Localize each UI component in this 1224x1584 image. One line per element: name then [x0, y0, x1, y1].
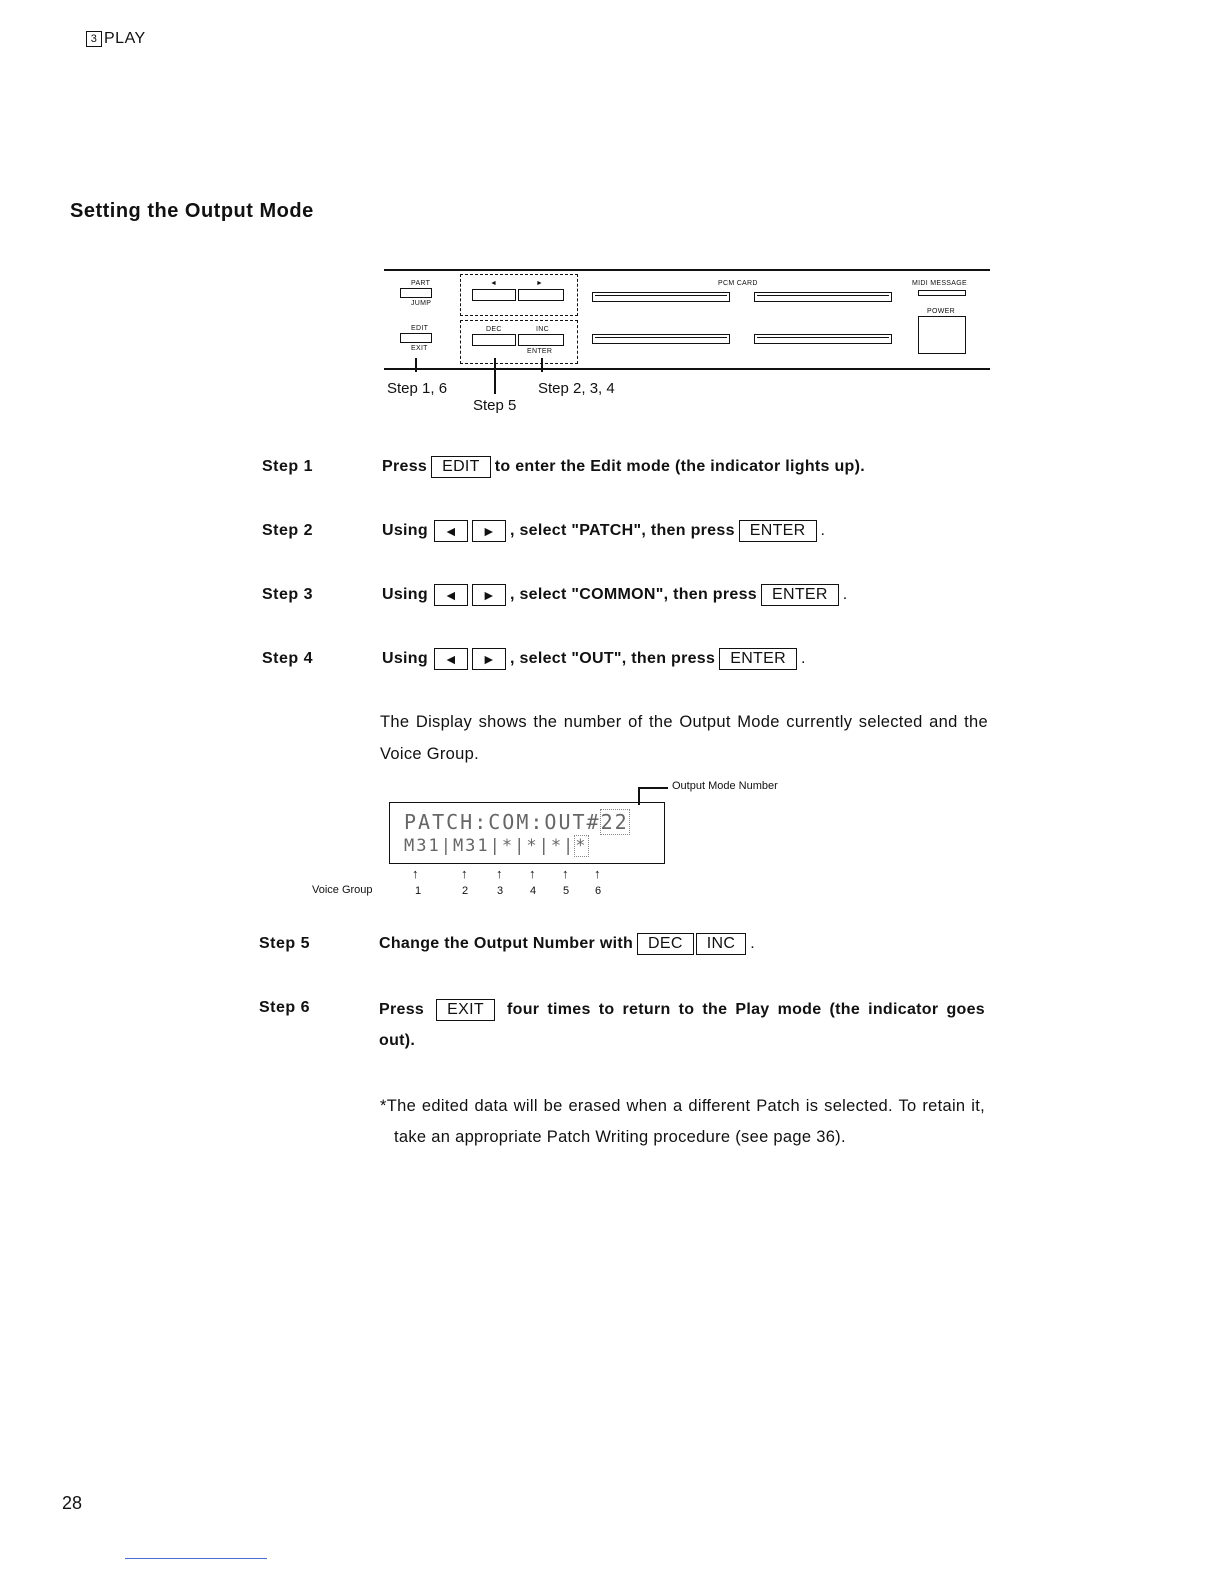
voice-group-number: 6 — [595, 885, 602, 897]
left-arrow-key-icon: ◄ — [434, 584, 468, 606]
step-2-label: Step 2 — [262, 522, 314, 539]
cursor-right-button[interactable] — [518, 289, 564, 301]
chapter-title: PLAY — [104, 30, 146, 47]
step-4-post: . — [800, 650, 806, 667]
display-paragraph: The Display shows the number of the Output Mode currently selected and the Voice Group. — [380, 713, 988, 763]
inc-button[interactable] — [518, 334, 564, 346]
lcd-display — [389, 802, 665, 864]
step-6-label: Step 6 — [259, 999, 311, 1016]
lcd-line-1-text: PATCH:COM:OUT# — [404, 810, 601, 834]
lcd-line-2 — [404, 836, 588, 856]
page-number: 28 — [62, 1493, 83, 1513]
step-2-text — [382, 520, 825, 542]
right-arrow-label: ► — [536, 280, 544, 287]
step-2-pre: Using — [382, 522, 428, 539]
midi-message-indicator — [918, 290, 966, 296]
note-paragraph: *The edited data will be erased when a different Patch is selected. To retain it, take an appropriate Patch Writing procedure (see page 36). — [380, 1097, 985, 1146]
step-4-pre: Using — [382, 650, 428, 667]
voice-group-number: 3 — [497, 885, 504, 897]
voice-group-arrow-5: ↑ — [562, 866, 569, 881]
callout-step-5: Step 5 — [473, 397, 517, 414]
output-mode-number-label: Output Mode Number — [672, 780, 778, 792]
voice-group-number: 1 — [415, 885, 422, 897]
step-1-label: Step 1 — [262, 458, 314, 475]
chapter-number-box: 3 — [86, 31, 102, 47]
callout-step-1-6: Step 1, 6 — [387, 380, 448, 397]
cursor-left-button[interactable] — [472, 289, 516, 301]
exit-label: EXIT — [411, 345, 428, 352]
page-header — [86, 30, 146, 48]
front-panel-diagram — [384, 266, 990, 426]
section-title: Setting the Output Mode — [70, 200, 314, 222]
output-mode-value: 22 — [600, 810, 629, 834]
step-5-post: . — [750, 935, 755, 952]
lcd-line-2-text: M31|M31|*|*|*| — [404, 836, 576, 856]
dec-button[interactable] — [472, 334, 516, 346]
step-3-mid: , select "COMMON", then press — [509, 586, 757, 603]
exit-key: EXIT — [436, 999, 495, 1021]
voice-group-arrow-6: ↑ — [594, 866, 601, 881]
left-arrow-label: ◄ — [490, 280, 498, 287]
step-2-mid: , select "PATCH", then press — [509, 522, 735, 539]
pcm-card-slot-a — [592, 292, 730, 302]
dec-key: DEC — [637, 933, 694, 955]
step-5-pre: Change the Output Number with — [379, 935, 634, 952]
left-arrow-key-icon: ◄ — [434, 648, 468, 670]
step-6-pre: Press — [379, 1001, 425, 1018]
step-3-post: . — [842, 586, 848, 603]
jump-label: JUMP — [411, 300, 432, 307]
step-3-label: Step 3 — [262, 586, 314, 603]
inc-label: INC — [536, 326, 549, 333]
enter-key: ENTER — [739, 520, 817, 542]
inc-key: INC — [696, 933, 746, 955]
left-arrow-key-icon: ◄ — [434, 520, 468, 542]
edit-exit-button[interactable] — [400, 333, 432, 343]
right-arrow-key-icon: ► — [472, 648, 506, 670]
voice-group-number: 2 — [462, 885, 469, 897]
voice-group-arrow-1: ↑ — [412, 866, 419, 881]
midi-message-label: MIDI MESSAGE — [912, 280, 967, 287]
step-3-pre: Using — [382, 586, 428, 603]
edit-callout-line — [415, 358, 417, 372]
footer-rule — [125, 1558, 267, 1559]
pcm-card-label: PCM CARD — [718, 280, 758, 287]
enter-label: ENTER — [527, 348, 553, 355]
step-3-text — [382, 584, 847, 606]
step-1-pre: Press — [382, 458, 428, 475]
step-1-text — [382, 456, 865, 478]
power-label: POWER — [927, 308, 955, 315]
voice-group-number: 4 — [530, 885, 537, 897]
lcd-line-1 — [404, 811, 629, 833]
dec-label: DEC — [486, 326, 502, 333]
enter-key: ENTER — [719, 648, 797, 670]
lcd-line-2-last: * — [575, 836, 588, 856]
step-6-post: four times to return to the Play mode (the indicator goes out). — [379, 1001, 985, 1049]
panel-top-edge — [384, 269, 990, 271]
enter-callout-line — [541, 358, 543, 372]
pcm-card-slot-c — [592, 334, 730, 344]
step-4-mid: , select "OUT", then press — [509, 650, 716, 667]
edit-key: EDIT — [431, 456, 491, 478]
right-arrow-key-icon: ► — [472, 520, 506, 542]
pcm-card-slot-d — [754, 334, 892, 344]
voice-group-label: Voice Group — [312, 884, 373, 896]
voice-group-number: 5 — [563, 885, 570, 897]
step-6-text — [379, 994, 985, 1056]
right-arrow-key-icon: ► — [472, 584, 506, 606]
edit-label: EDIT — [411, 325, 429, 332]
output-mode-callout-tick — [638, 787, 668, 789]
step-5-label: Step 5 — [259, 935, 311, 952]
voice-group-arrow-3: ↑ — [496, 866, 503, 881]
step-4-text — [382, 648, 806, 670]
step-5-text — [379, 933, 755, 955]
value-callout-line — [494, 358, 496, 394]
panel-bottom-edge — [384, 368, 990, 370]
callout-step-2-3-4: Step 2, 3, 4 — [538, 380, 615, 397]
step-4-label: Step 4 — [262, 650, 314, 667]
power-button[interactable] — [918, 316, 966, 354]
step-2-post: . — [820, 522, 826, 539]
pcm-card-slot-b — [754, 292, 892, 302]
voice-group-arrow-4: ↑ — [529, 866, 536, 881]
step-1-post: to enter the Edit mode (the indicator lights up). — [494, 458, 866, 475]
part-jump-button[interactable] — [400, 288, 432, 298]
voice-group-arrow-2: ↑ — [461, 866, 468, 881]
enter-key: ENTER — [761, 584, 839, 606]
part-label: PART — [411, 280, 431, 287]
